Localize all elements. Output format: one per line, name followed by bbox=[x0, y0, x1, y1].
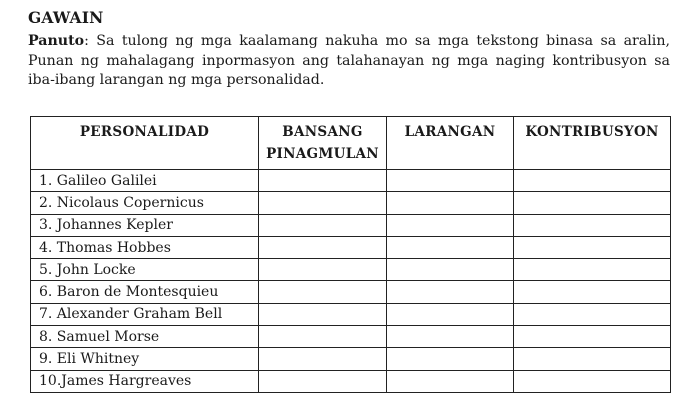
country-cell[interactable] bbox=[259, 348, 387, 370]
instructions-label: Panuto bbox=[28, 33, 85, 49]
contribution-cell[interactable] bbox=[514, 170, 671, 192]
personality-cell: 10.James Hargreaves bbox=[31, 370, 259, 392]
header-bansang-pinagmulan: BANSANG PINAGMULAN bbox=[259, 117, 387, 170]
table-row bbox=[31, 281, 671, 303]
field-cell[interactable] bbox=[387, 170, 514, 192]
contribution-cell[interactable] bbox=[514, 348, 671, 370]
field-cell[interactable] bbox=[387, 214, 514, 236]
contribution-cell[interactable] bbox=[514, 303, 671, 325]
contribution-cell[interactable] bbox=[514, 236, 671, 258]
personality-cell: 7. Alexander Graham Bell bbox=[31, 303, 259, 325]
contribution-cell[interactable] bbox=[514, 259, 671, 281]
country-cell[interactable] bbox=[259, 236, 387, 258]
header-larangan: LARANGAN bbox=[387, 117, 514, 170]
country-cell[interactable] bbox=[259, 370, 387, 392]
country-cell[interactable] bbox=[259, 170, 387, 192]
contributions-table bbox=[30, 116, 671, 393]
table-row bbox=[31, 259, 671, 281]
contribution-cell[interactable] bbox=[514, 192, 671, 214]
field-cell[interactable] bbox=[387, 326, 514, 348]
page-title: GAWAIN bbox=[28, 8, 104, 27]
country-cell[interactable] bbox=[259, 192, 387, 214]
table-row bbox=[31, 303, 671, 325]
table-row bbox=[31, 348, 671, 370]
personality-cell: 3. Johannes Kepler bbox=[31, 214, 259, 236]
contribution-cell[interactable] bbox=[514, 370, 671, 392]
country-cell[interactable] bbox=[259, 326, 387, 348]
country-cell[interactable] bbox=[259, 281, 387, 303]
field-cell[interactable] bbox=[387, 281, 514, 303]
country-cell[interactable] bbox=[259, 259, 387, 281]
header-kontribusyon: KONTRIBUSYON bbox=[514, 117, 671, 170]
contribution-cell[interactable] bbox=[514, 326, 671, 348]
personality-cell: 1. Galileo Galilei bbox=[31, 170, 259, 192]
header-personalidad: PERSONALIDAD bbox=[31, 117, 259, 170]
table-row bbox=[31, 214, 671, 236]
table-row bbox=[31, 192, 671, 214]
personality-cell: 5. John Locke bbox=[31, 259, 259, 281]
contribution-cell[interactable] bbox=[514, 281, 671, 303]
field-cell[interactable] bbox=[387, 303, 514, 325]
personality-cell: 4. Thomas Hobbes bbox=[31, 236, 259, 258]
field-cell[interactable] bbox=[387, 370, 514, 392]
table-row bbox=[31, 170, 671, 192]
field-cell[interactable] bbox=[387, 348, 514, 370]
field-cell[interactable] bbox=[387, 192, 514, 214]
table-row bbox=[31, 370, 671, 392]
instructions-text: : Sa tulong ng mga kaalamang nakuha mo sa mga tekstong binasa sa aralin, Punan ng mahalagang inpormasyon ang talahanayan ng mga naging kontribusyon sa iba-ibang larangan ng mga personalidad. bbox=[28, 33, 670, 88]
table-row bbox=[31, 326, 671, 348]
contribution-cell[interactable] bbox=[514, 214, 671, 236]
country-cell[interactable] bbox=[259, 303, 387, 325]
personality-cell: 8. Samuel Morse bbox=[31, 326, 259, 348]
field-cell[interactable] bbox=[387, 236, 514, 258]
country-cell[interactable] bbox=[259, 214, 387, 236]
instructions-paragraph bbox=[28, 32, 670, 91]
table-header-row bbox=[31, 117, 671, 170]
table-row bbox=[31, 236, 671, 258]
field-cell[interactable] bbox=[387, 259, 514, 281]
personality-cell: 2. Nicolaus Copernicus bbox=[31, 192, 259, 214]
personality-cell: 9. Eli Whitney bbox=[31, 348, 259, 370]
personality-cell: 6. Baron de Montesquieu bbox=[31, 281, 259, 303]
